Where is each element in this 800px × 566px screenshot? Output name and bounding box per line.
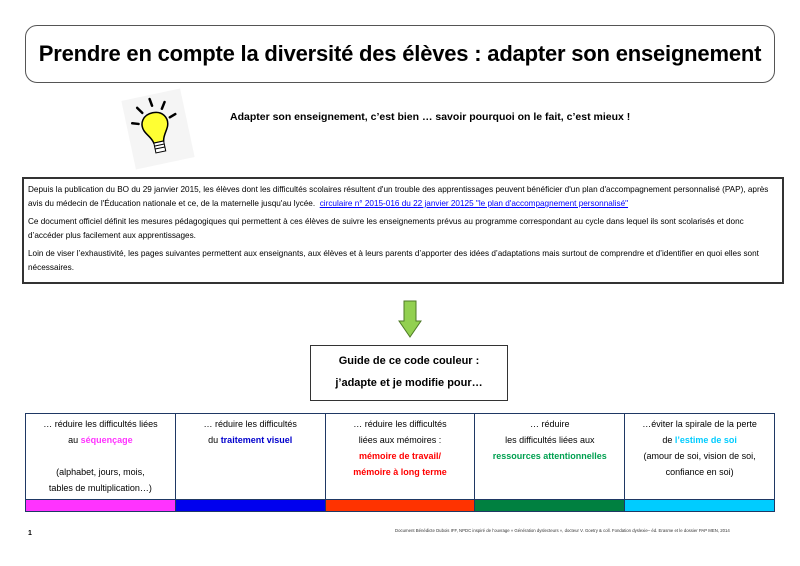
cell-text: … réduire — [530, 419, 570, 429]
intro-paragraph-1: Depuis la publication du BO du 29 janvier 2015, les élèves dont les difficultés scolaires résultent d'un trouble des apprentissages peuvent bénéficier d'un plan d'accompagnement personnalisé (PAP), après avis du médecin de l'Éducation nationale et ce, de la maternelle jusqu'au lycée. — [28, 185, 769, 208]
cell-text: … réduire les difficultés — [353, 419, 447, 429]
color-bar-green — [475, 500, 625, 511]
cell-text: (alphabet, jours, mois, — [56, 467, 145, 477]
cell-text: au — [68, 435, 81, 445]
guide-line-2: j’adapte et je modifie pour… — [335, 377, 483, 389]
lightbulb-icon — [121, 89, 194, 170]
color-bar-red — [326, 500, 476, 511]
column-estime-de-soi — [625, 414, 774, 499]
subtitle: Adapter son enseignement, c’est bien … savoir pourquoi on le fait, c’est mieux ! — [230, 111, 631, 123]
cell-text: confiance en soi) — [665, 467, 734, 477]
column-sequencage — [26, 414, 176, 499]
color-code-table — [25, 413, 775, 512]
down-arrow-icon — [398, 300, 422, 343]
cell-text: tables de multiplication…) — [48, 483, 152, 493]
cell-text: du — [208, 435, 221, 445]
highlight-estime-de-soi: l’estime de soi — [674, 435, 737, 445]
highlight-memoire-long-terme: mémoire à long terme — [353, 467, 447, 477]
column-traitement-visuel — [176, 414, 326, 499]
intro-paragraph-2: Ce document officiel définit les mesures pédagogiques qui permettent à ces élèves de suivre les enseignements prévus au programme correspondant au cycle dans lequel ils sont scolarisés et donc d’accéder plus facilement aux apprentissages. — [28, 217, 744, 240]
highlight-memoire-travail: mémoire de travail/ — [358, 451, 442, 461]
intro-box — [22, 177, 784, 284]
color-bar-magenta — [26, 500, 176, 511]
page-number: 1 — [28, 530, 32, 537]
cell-text: les difficultés liées aux — [505, 435, 595, 445]
intro-paragraph-3: Loin de viser l’exhaustivité, les pages suivantes permettent aux enseignants, aux élèves et à leurs parents d’apporter des idées d’adaptations mais surtout de comprendre et d’identifier en quoi elles sont nécessaires. — [28, 249, 759, 272]
highlight-sequencage: séquençage — [80, 435, 133, 445]
color-bar-cyan — [625, 500, 774, 511]
cell-text: (amour de soi, vision de soi, — [643, 451, 756, 461]
cell-text: de — [662, 435, 675, 445]
cell-text: liées aux mémoires : — [358, 435, 442, 445]
column-memoires — [326, 414, 476, 499]
cell-text: … réduire les difficultés liées — [43, 419, 158, 429]
highlight-ressources: ressources attentionnelles — [492, 451, 607, 461]
circulaire-link[interactable]: circulaire n° 2015-016 du 22 janvier 20125 "le plan d'accompagnement personnalisé" — [319, 199, 629, 208]
highlight-traitement-visuel: traitement visuel — [220, 435, 293, 445]
page-title: Prendre en compte la diversité des élèves : adapter son enseignement — [25, 25, 775, 83]
guide-line-1: Guide de ce code couleur : — [338, 355, 480, 367]
credit-footer: Document Bénédicte Dubois IFF, NPDC inspiré de l’ouvrage « Génération dyslecteurs », docteur V. Goetry & coll. Fondation dyslexie– éd. Erasme et le dossier PAP MEN, 2014 — [395, 528, 730, 533]
column-ressources-attentionnelles — [475, 414, 625, 499]
cell-text: …éviter la spirale de la perte — [642, 419, 757, 429]
color-guide-box — [310, 345, 508, 401]
color-bar-blue — [176, 500, 326, 511]
cell-text: … réduire les difficultés — [203, 419, 297, 429]
